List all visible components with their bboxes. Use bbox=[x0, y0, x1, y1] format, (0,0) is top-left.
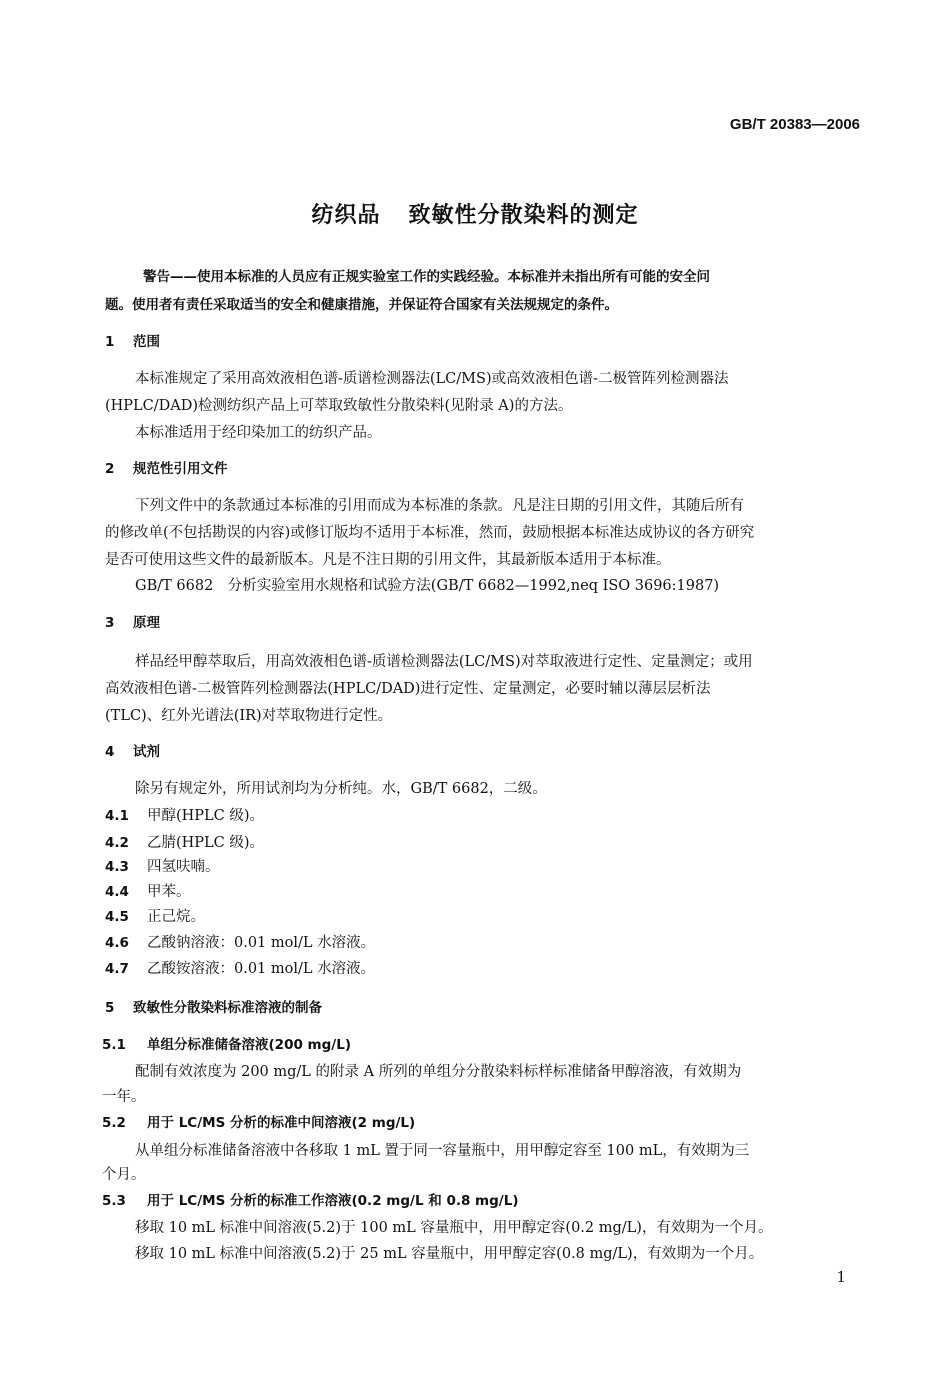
subsection-5-1-line-1: 配制有效浓度为 200 mg/L 的附录 A 所列的单组分分散染料标样标准储备甲醇溶液，有效期为 bbox=[135, 1064, 742, 1080]
reagent-item: 4.5 正己烷。 bbox=[105, 909, 205, 925]
reagent-item: 4.2 乙腈(HPLC 级)。 bbox=[105, 835, 265, 851]
subsection-5-3-heading: 5.3 用于 LC/MS 分析的标准工作溶液(0.2 mg/L 和 0.8 mg/L) bbox=[102, 1193, 519, 1209]
section-1-line-3: 本标准适用于经印染加工的纺织产品。 bbox=[135, 425, 382, 441]
section-2-heading: 2 规范性引用文件 bbox=[105, 461, 228, 477]
warning-line-1: 警告——使用本标准的人员应有正规实验室工作的实践经验。本标准并未指出所有可能的安全问 bbox=[143, 269, 710, 285]
subsection-5-1-heading: 5.1 单组分标准储备溶液(200 mg/L) bbox=[102, 1037, 351, 1053]
subsection-5-2-line-2: 个月。 bbox=[102, 1167, 146, 1183]
subsection-5-3-line-2: 移取 10 mL 标准中间溶液(5.2)于 25 mL 容量瓶中，用甲醇定容(0.8 mg/L)，有效期为一个月。 bbox=[135, 1246, 764, 1262]
reagent-item: 4.1 甲醇(HPLC 级)。 bbox=[105, 808, 265, 824]
section-1-line-2: (HPLC/DAD)检测纺织产品上可萃取致敏性分散染料(见附录 A)的方法。 bbox=[105, 398, 573, 414]
reagent-item: 4.6 乙酸钠溶液：0.01 mol/L 水溶液。 bbox=[105, 935, 376, 951]
subsection-5-2-heading: 5.2 用于 LC/MS 分析的标准中间溶液(2 mg/L) bbox=[102, 1115, 416, 1131]
standard-number: GB/T 20383—2006 bbox=[729, 116, 860, 133]
section-2-line-3: 是否可使用这些文件的最新版本。凡是不注日期的引用文件，其最新版本适用于本标准。 bbox=[105, 552, 671, 568]
section-3-line-1: 样品经甲醇萃取后，用高效液相色谱-质谱检测器法(LC/MS)对萃取液进行定性、定量测定；或用 bbox=[135, 654, 753, 670]
section-1-heading: 1 范围 bbox=[105, 334, 160, 350]
section-2-line-2: 的修改单(不包括勘误的内容)或修订版均不适用于本标准，然而，鼓励根据本标准达成协议的各方研究 bbox=[105, 525, 755, 541]
reagent-item: 4.4 甲苯。 bbox=[105, 884, 191, 900]
document-title bbox=[0, 198, 950, 229]
section-2-line-1: 下列文件中的条款通过本标准的引用而成为本标准的条款。凡是注日期的引用文件，其随后所有 bbox=[135, 498, 744, 514]
section-3-line-2: 高效液相色谱-二极管阵列检测器法(HPLC/DAD)进行定性、定量测定，必要时辅以薄层层析法 bbox=[105, 681, 711, 697]
section-1-line-1: 本标准规定了采用高效液相色谱-质谱检测器法(LC/MS)或高效液相色谱-二极管阵列检测器法 bbox=[135, 371, 729, 387]
reagent-item: 4.7 乙酸铵溶液：0.01 mol/L 水溶液。 bbox=[105, 961, 376, 977]
title-part-1: 纺织品 bbox=[311, 203, 381, 228]
section-3-heading: 3 原理 bbox=[105, 615, 160, 631]
section-5-heading: 5 致敏性分散染料标准溶液的制备 bbox=[105, 1000, 322, 1016]
subsection-5-3-line-1: 移取 10 mL 标准中间溶液(5.2)于 100 mL 容量瓶中，用甲醇定容(0.2 mg/L)，有效期为一个月。 bbox=[135, 1220, 773, 1236]
reagent-item: 4.3 四氢呋喃。 bbox=[105, 859, 220, 875]
normative-reference: GB/T 6682 分析实验室用水规格和试验方法(GB/T 6682—1992,neq ISO 3696:1987) bbox=[135, 578, 720, 594]
page-number: 1 bbox=[836, 1268, 846, 1286]
section-3-line-3: (TLC)、红外光谱法(IR)对萃取物进行定性。 bbox=[105, 708, 393, 724]
section-4-heading: 4 试剂 bbox=[105, 744, 160, 760]
subsection-5-1-line-2: 一年。 bbox=[102, 1089, 146, 1105]
title-part-2: 致敏性分散染料的测定 bbox=[408, 203, 639, 228]
subsection-5-2-line-1: 从单组分标准储备溶液中各移取 1 mL 置于同一容量瓶中，用甲醇定容至 100 mL，有效期为三 bbox=[135, 1143, 750, 1159]
warning-line-2: 题。使用者有责任采取适当的安全和健康措施，并保证符合国家有关法规规定的条件。 bbox=[105, 297, 618, 313]
section-4-intro: 除另有规定外，所用试剂均为分析纯。水，GB/T 6682，二级。 bbox=[135, 781, 547, 797]
